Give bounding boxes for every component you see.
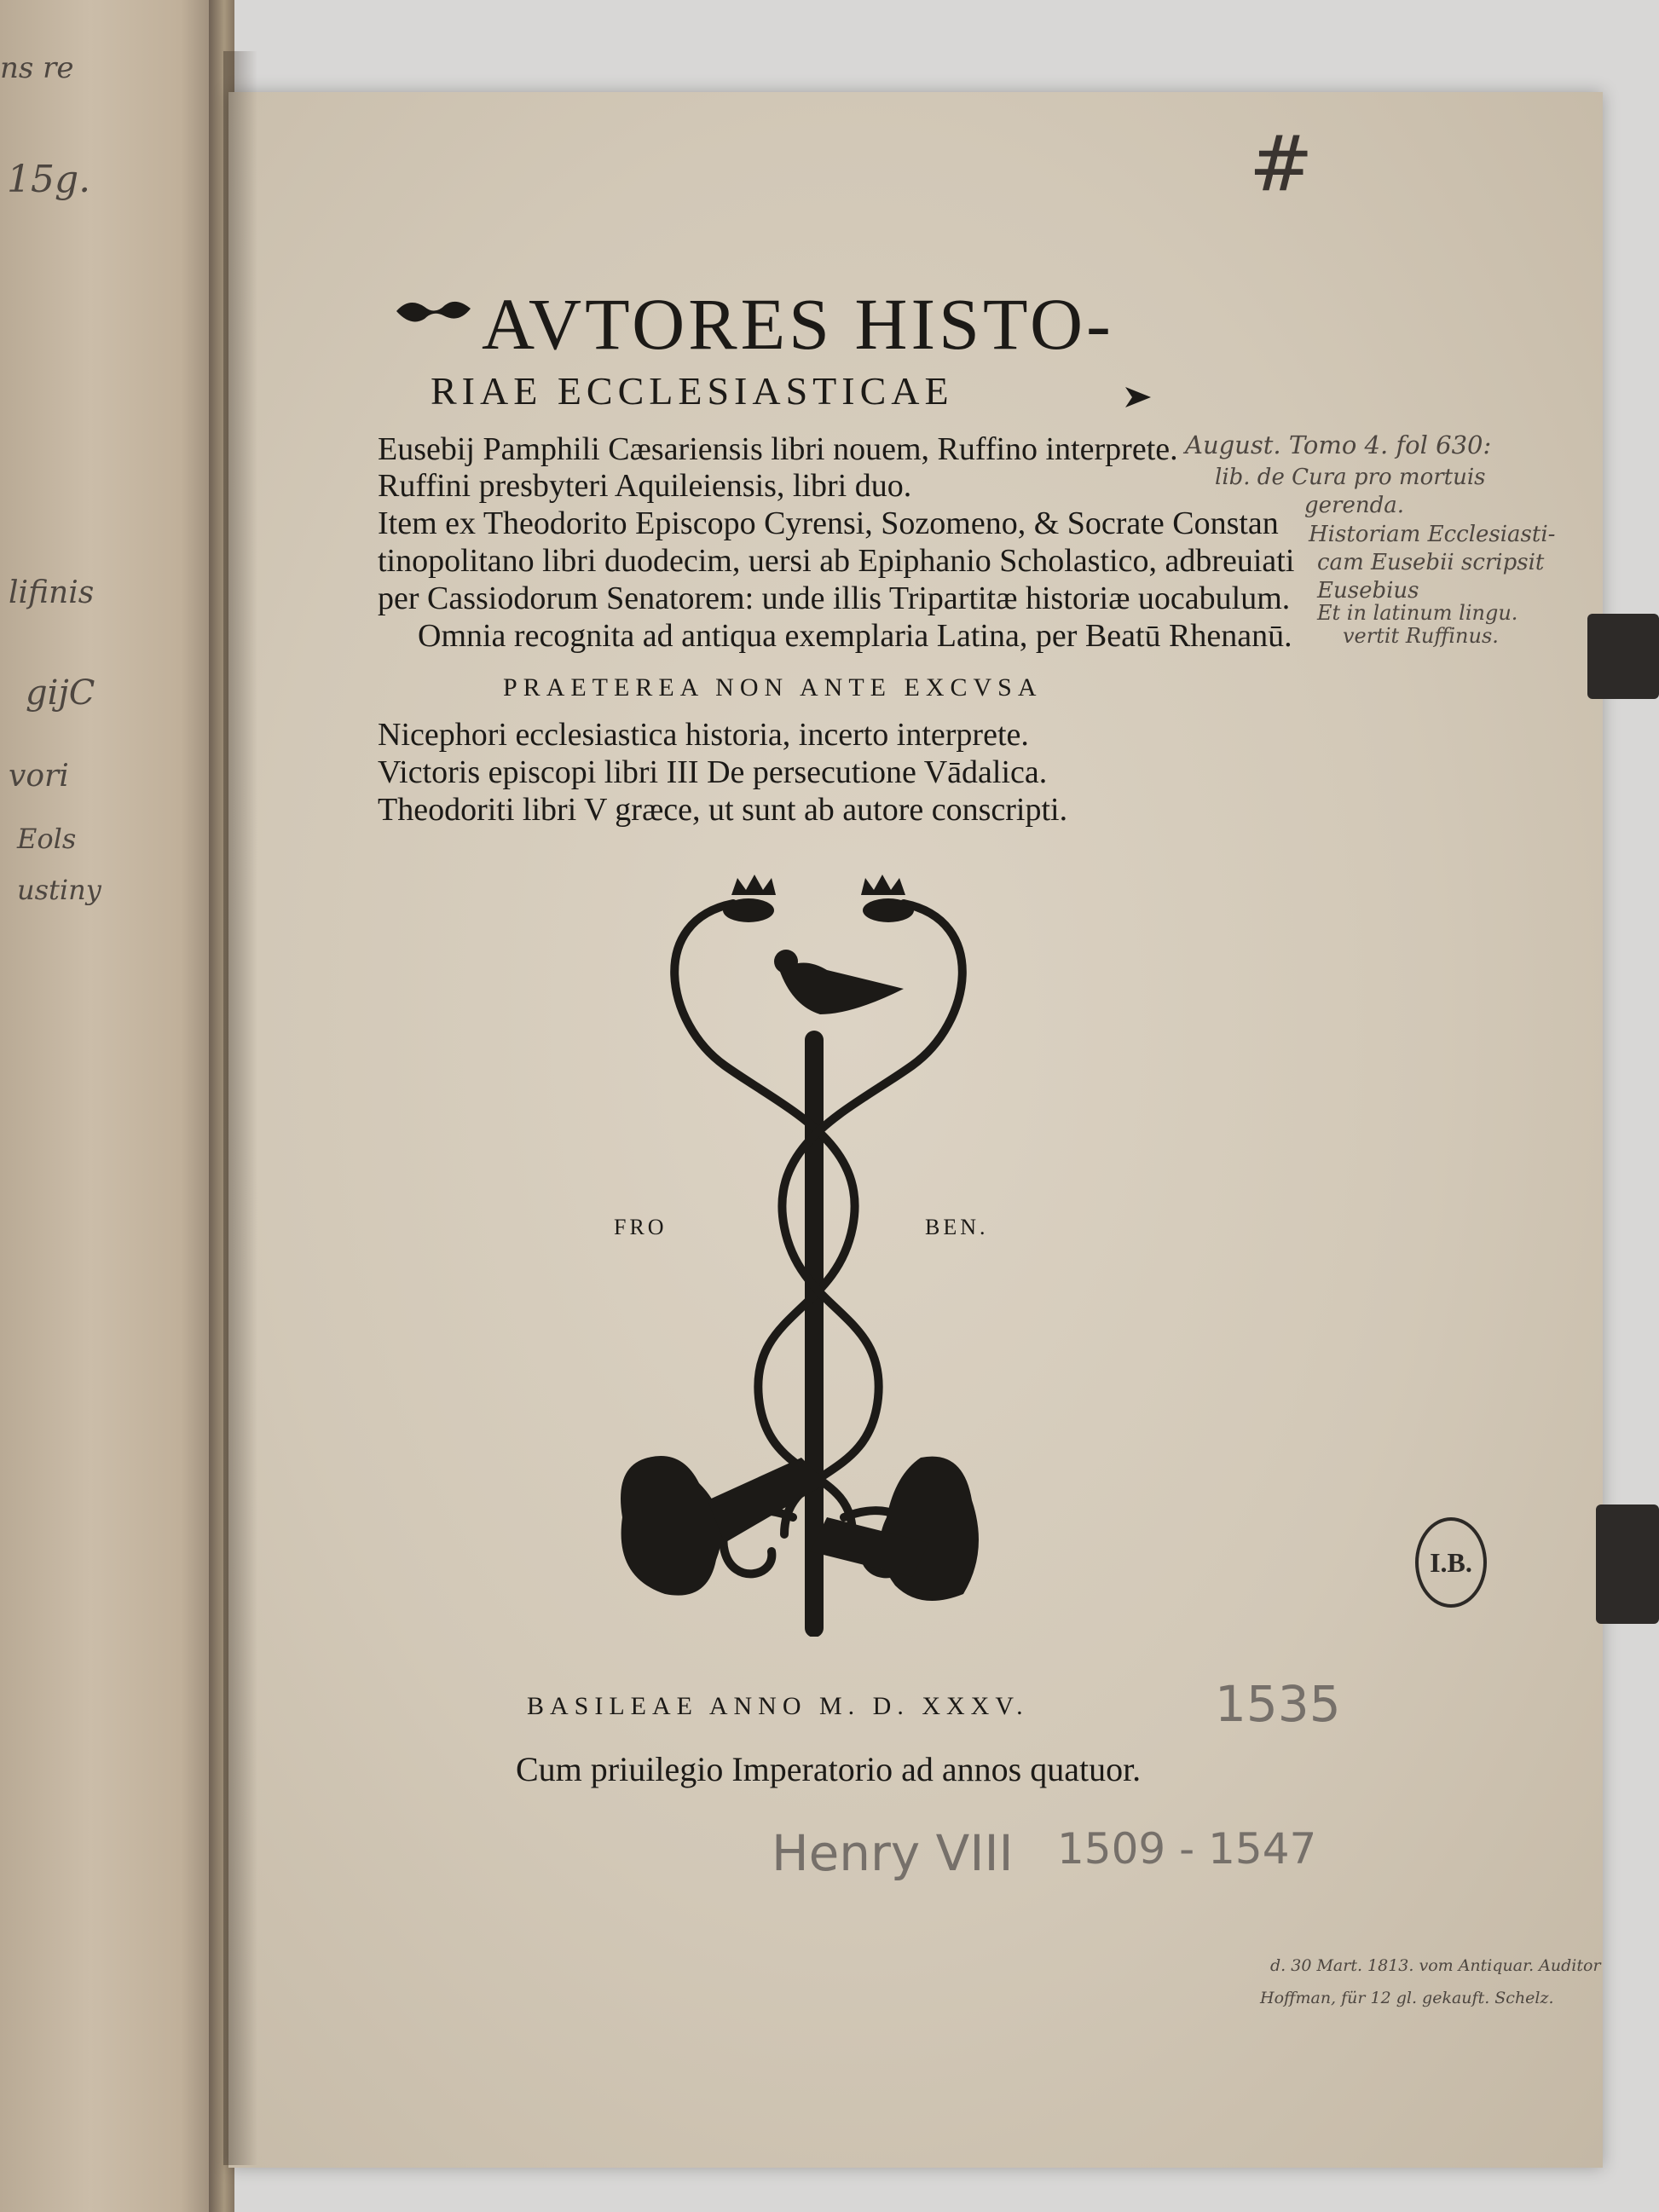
margin-note-line: Eusebius: [1317, 578, 1419, 604]
text-line: Eusebij Pamphili Cæsariensis libri nouem, Ruffino interprete.: [378, 431, 1178, 467]
book-clasp: [1587, 614, 1659, 699]
arrow-ornament: [1124, 385, 1153, 409]
text-line: per Cassiodorum Senatorem: unde illis Tripartitæ historiæ uocabulum.: [378, 580, 1291, 616]
text-line: Nicephori ecclesiastica historia, incerto interprete.: [378, 717, 1029, 753]
cover-note: Eols: [17, 823, 77, 855]
text-line: Ruffini presbyteri Aquileiensis, libri duo.: [378, 468, 912, 504]
acquisition-note-line: d. 30 Mart. 1813. vom Antiquar. Auditor: [1270, 1956, 1601, 1975]
cover-note: 15g.: [7, 158, 91, 201]
pencil-henry: Henry VIII: [772, 1824, 1014, 1882]
spine-shadow: [223, 51, 257, 2165]
praeterea-heading: PRAETEREA NON ANTE EXCVSA: [503, 673, 1043, 702]
margin-note-line: gerenda.: [1304, 493, 1404, 518]
title-line-2: RIAE ECCLESIASTICAE: [431, 369, 954, 413]
froben-printers-device: [597, 869, 1040, 1637]
margin-note-line: Et in latinum lingu.: [1317, 601, 1518, 625]
margin-note-line: cam Eusebii scripsit: [1317, 550, 1545, 575]
text-line: Victoris episcopi libri III De persecutione Vādalica.: [378, 754, 1048, 790]
device-label-right: BEN.: [925, 1215, 989, 1239]
title-line-1: AVTORES HISTO-: [482, 283, 1114, 365]
margin-note-line: Historiam Ecclesiasti-: [1309, 522, 1556, 547]
pencil-dates: 1509 - 1547: [1057, 1824, 1317, 1874]
text-line: tinopolitano libri duodecim, uersi ab Epiphanio Scholastico, adbreuiati: [378, 543, 1295, 579]
acquisition-note-line: Hoffman, für 12 gl. gekauft. Schelz.: [1260, 1989, 1554, 2007]
cover-note: lifinis: [9, 575, 95, 610]
margin-note-line: vertit Ruffinus.: [1343, 624, 1499, 648]
fleuron-ornament: [392, 290, 477, 332]
imprint-line: BASILEAE ANNO M. D. XXXV.: [527, 1692, 1029, 1720]
margin-note-line: August. Tomo 4. fol 630:: [1185, 430, 1492, 459]
text-line: Theodoriti libri V græce, ut sunt ab autore conscripti.: [378, 792, 1068, 828]
cover-note: ns re: [0, 51, 74, 85]
hash-mark: #: [1249, 119, 1314, 209]
text-line: Omnia recognita ad antiqua exemplaria Latina, per Beatū Rhenanū.: [418, 618, 1292, 654]
library-stamp: I.B.: [1415, 1517, 1487, 1608]
device-label-left: FRO: [614, 1215, 668, 1239]
book-clasp: [1596, 1505, 1659, 1624]
margin-note-line: lib. de Cura pro mortuis: [1215, 465, 1486, 490]
cover-note: vori: [9, 759, 69, 794]
privilege-line: Cum priuilegio Imperatorio ad annos quatuor.: [516, 1750, 1142, 1788]
cover-note: gijC: [26, 673, 95, 713]
book-cover-left: [0, 0, 226, 2212]
text-line: Item ex Theodorito Episcopo Cyrensi, Sozomeno, & Socrate Constan: [378, 505, 1279, 541]
cover-note: ustiny: [17, 874, 101, 906]
pencil-year: 1535: [1215, 1675, 1341, 1733]
